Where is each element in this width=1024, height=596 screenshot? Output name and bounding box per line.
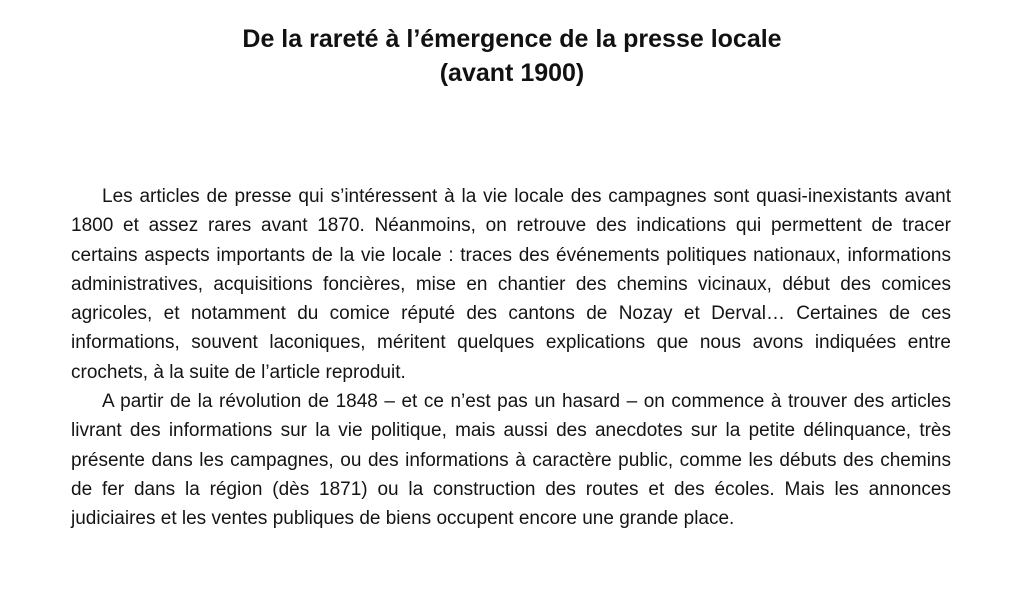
paragraph-2: A partir de la révolution de 1848 – et ce n’est pas un hasard – on commence à trouver des articles livrant des informations sur la vie politique, mais aussi des anecdotes sur la petite délinquance, très présente dans les campagnes, ou des informations à caractère public, comme les débuts des chemins de fer dans la région (dès 1871) ou la construction des routes et des écoles. Mais les annonces judiciaires et les ventes publiques de biens occupent encore une grande place. — [71, 391, 951, 530]
body-text — [71, 182, 951, 534]
title-line-1: De la rareté à l’émergence de la presse locale — [242, 25, 782, 53]
page-title — [0, 22, 1024, 90]
paragraph-1: Les articles de presse qui s’intéressent à la vie locale des campagnes sont quasi-inexistants avant 1800 et assez rares avant 1870. Néanmoins, on retrouve des indications qui permettent de tracer certains aspects importants de la vie locale : traces des événements politiques nationaux, informations administratives, acquisitions foncières, mise en chantier des chemins vicinaux, début des comices agricoles, et notamment du comice réputé des cantons de Nozay et Derval… Certaines de ces informations, souvent laconiques, méritent quelques explications que nous avons indiquées entre crochets, à la suite de l’article reproduit. — [71, 186, 951, 383]
title-line-2: (avant 1900) — [439, 59, 585, 87]
